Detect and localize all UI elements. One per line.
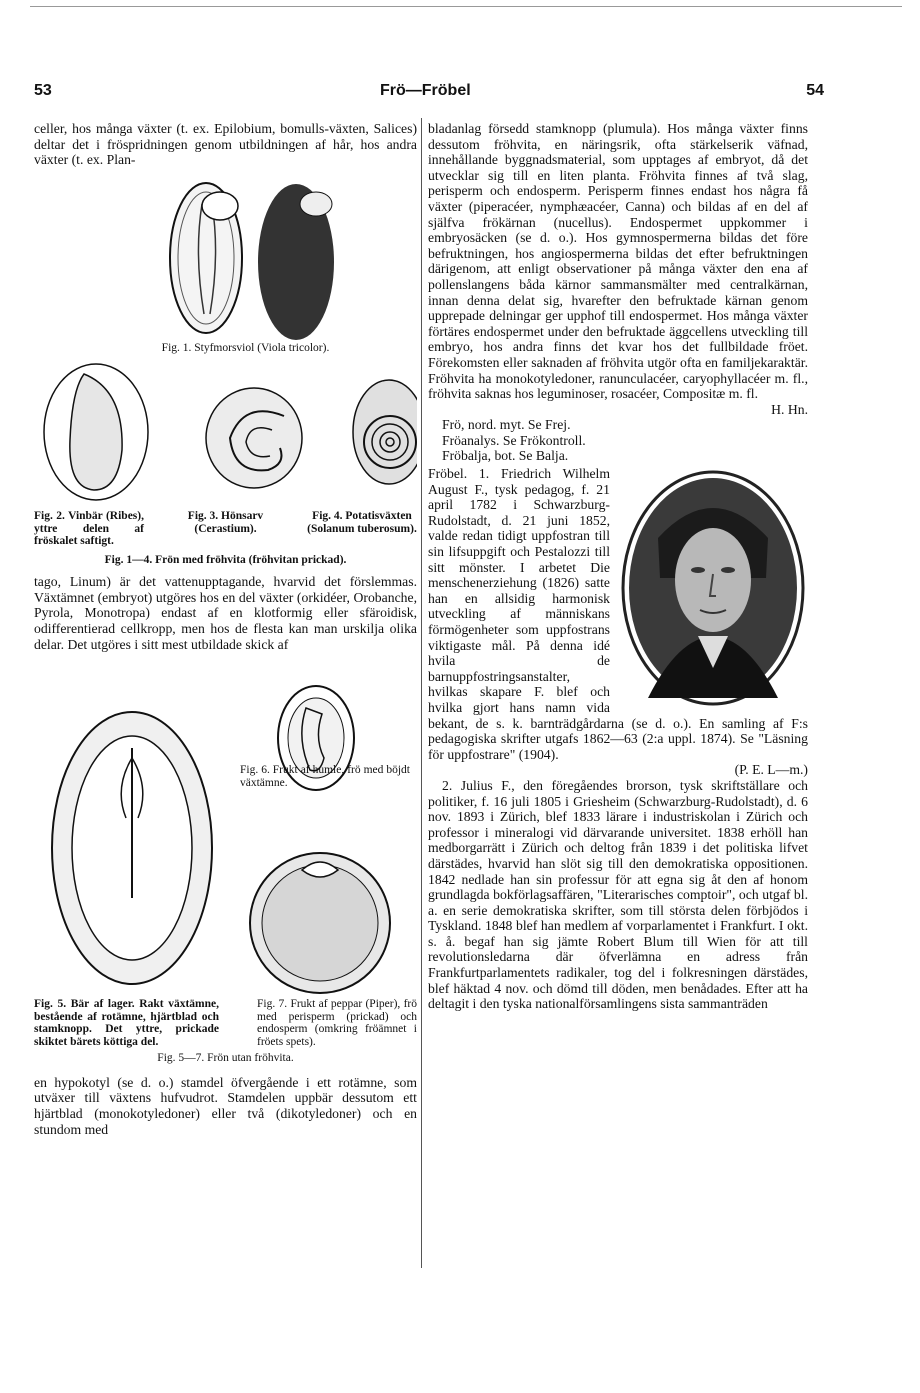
page-title: Frö—Fröbel <box>380 82 471 99</box>
seed-cross-sections <box>34 360 417 510</box>
figures-5-7-captions <box>34 998 417 1048</box>
viola-seed-illustration <box>34 174 417 342</box>
entry-julius-frobel: 2. Julius F., den föregåendes brorson, tysk skriftställare och politiker, f. 16 juli 1805 i Griesheim (Schwarzburg-Rudolstadt), d. 6 nov. 1893 i Zürich, blef 1833 lärare i industriskolan i Zürich och professor i mineralogi vid därvarande universitet. 1838 erhöll han medborgarrätt i Zürich och deltog från 1839 i det politiska lifvet därstädes, hvarvid han slöt sig till den demokratiska oppositionen. 1842 nedlade han sin professur för att egna sig åt den af honom grundlagda bokförlagsaffären, "Literarisches comptoir", och utgaf bl. a. en serie demokratiska skrifter, som till största delen förbjödos i Tyskland. 1848 blef han medlem af vorparlamentet i Frankfurt. I okt. s. å. begaf han sig jämte Robert Blum till Wien för att till revolutionsledarna där öfverlämna en adress från Frankfurtparlamentets radikaler, tog del i folkresningen därstädes, blef häktad 4 nov. och dömd till döden, men benådades. Efter att ha deltagit i den tyska nationalförsamlingens sista sammanträden <box>428 777 808 1012</box>
entry-frobel-text: Fröbel. 1. Friedrich Wilhelm August F., tysk pedagog, f. 21 april 1782 i Schwarzburg-Rudolstadt, d. 21 juni 1852, valde redan tidigt uppfostran till sin lifsuppgift och Pestalozzi till sitt mönster. I arbetet Die menschenerziehung (1826) satte han en allsidig harmonisk utveckling af människans förmögenheter som uppfostrans viktigaste mål. På denna idé hvila de barnuppfostringsanstalter, hvilkas skapare F. blef och hvilka gjort hans namn vida bekant, de s. k. barnträdgårdarna (se d. o.). En samling af F:s pedagogiska skrifter utgafs 1862—63 (2:a uppl. 1874). Se "Läsning för uppfostrare" (1904). <box>428 466 808 762</box>
figure-2-caption: Fig. 2. Vinbär (Ribes), yttre delen af fröskalet saftigt. <box>34 510 144 548</box>
figures-2-4 <box>34 360 417 510</box>
figures-2-4-captions <box>34 510 417 548</box>
figure-3-caption: Fig. 3. Hönsarv (Cerastium). <box>187 510 264 535</box>
figure-1 <box>34 174 417 342</box>
top-rule <box>30 6 902 7</box>
entry-frobel <box>428 466 808 778</box>
portrait-friedrich-frobel <box>618 468 808 708</box>
figure-5-caption: Fig. 5. Bär af lager. Rakt växtämne, bestående af rotämne, hjärtblad och stamknopp. Det yttre, prickade skiktet bärets köttiga del. <box>34 998 219 1048</box>
entry-frobel-signature: (P. E. L—m.) <box>734 762 808 778</box>
page-number-left: 53 <box>34 82 52 99</box>
column-divider <box>421 118 422 1268</box>
figure-6-caption: Fig. 6. Frukt af humle, frö med böjdt växtämne. <box>240 764 410 789</box>
figure-7-caption: Fig. 7. Frukt af peppar (Piper), frö med perisperm (prickad) och endosperm (omkring fröämnet i fröets spets). <box>257 998 417 1048</box>
figure-4-caption: Fig. 4. Potatisväxten (Solanum tuberosum). <box>307 510 417 535</box>
seeds-without-endosperm <box>34 658 417 998</box>
entry-froanalys: Fröanalys. Se Frökontroll. <box>442 432 586 448</box>
left-column <box>34 121 417 1137</box>
figures-5-7-caption: Fig. 5—7. Frön utan fröhvita. <box>157 1052 294 1065</box>
seed-signature: H. Hn. <box>771 401 808 417</box>
seed-paragraph: bladanlag försedd stamknopp (plumula). Hos många växter finns dessutom fröhvita, en näringsrik, ofta stärkelserik väfnad, innehållande byggnadsmaterial, som upptages af embryot, då det utvecklar sig till en liten planta. Fröhvita finnes af två slag, perisperm och endosperm. Perisperm finnes endast hos några få växter (piperacéer, nymphæacéer, Canna) och bildas af en del af själfva frökärnan (nucellus). Endospermet uppkommer i embryosäcken (se d. o.). Hos gymnospermerna bildas det före befruktningen, hos angiospermerna bildas det efter befruktningen därigenom, att enligt observationer på många växter den ena af pollenslangens båda kärnor sammansmälter med centralkärnan, innan denna delat sig, hvarefter den befruktade kärnan genom upprepade delningar ger upphof till endospermet. Hos många växter förtäres endospermet under den befruktade äggcellens utveckling till embryo, hos andra finns det kvar hos det fullbildade fröet. Förekomsten eller saknaden af fröhvita utgör ofta en familjekaraktär. Fröhvita ha monokotyledoner, ranunculacéer, caryophyllacéer m. fl., fröhvita saknas hos leguminoser, rosacéer, Compositæ m. fl. <box>428 121 808 402</box>
figures-5-7 <box>34 658 417 998</box>
paragraph-3: en hypokotyl (se d. o.) stamdel öfvergående i ett rotämne, som utväxer till växtens hufvudrot. Stamdelen uppbär dessutom ett hjärtblad (monokotyledoner) eller två (dikotyledoner) och en stundom med <box>34 1074 417 1137</box>
entry-fro-myth: Frö, nord. myt. Se Frej. <box>442 417 571 433</box>
page-number-right: 54 <box>806 82 824 99</box>
entry-frobalja: Fröbalja, bot. Se Balja. <box>442 448 569 464</box>
paragraph-2: tago, Linum) är det vattenupptagande, hvarvid det förslemmas. Växtämnet (embryot) utgöres hos en del växter (orkidéer, Orobanche, Pyrola, Monotropa) endast af en klotformig eller sfäroidisk, odifferentierad cellkropp, men hos de flesta kan man urskilja olika delar. Det utgöres i sitt mest utbildade skick af <box>34 574 417 652</box>
figure-1-caption: Fig. 1. Styfmorsviol (Viola tricolor). <box>161 341 330 354</box>
figures-1-4-caption: Fig. 1—4. Frön med fröhvita (fröhvitan prickad). <box>104 553 347 566</box>
intro-paragraph: celler, hos många växter (t. ex. Epilobium, bomulls-växten, Salices) deltar det i fröspridningen genom utbildningen af hår, hos andra växter (t. ex. Plan- <box>34 121 417 168</box>
right-column <box>428 121 808 1012</box>
